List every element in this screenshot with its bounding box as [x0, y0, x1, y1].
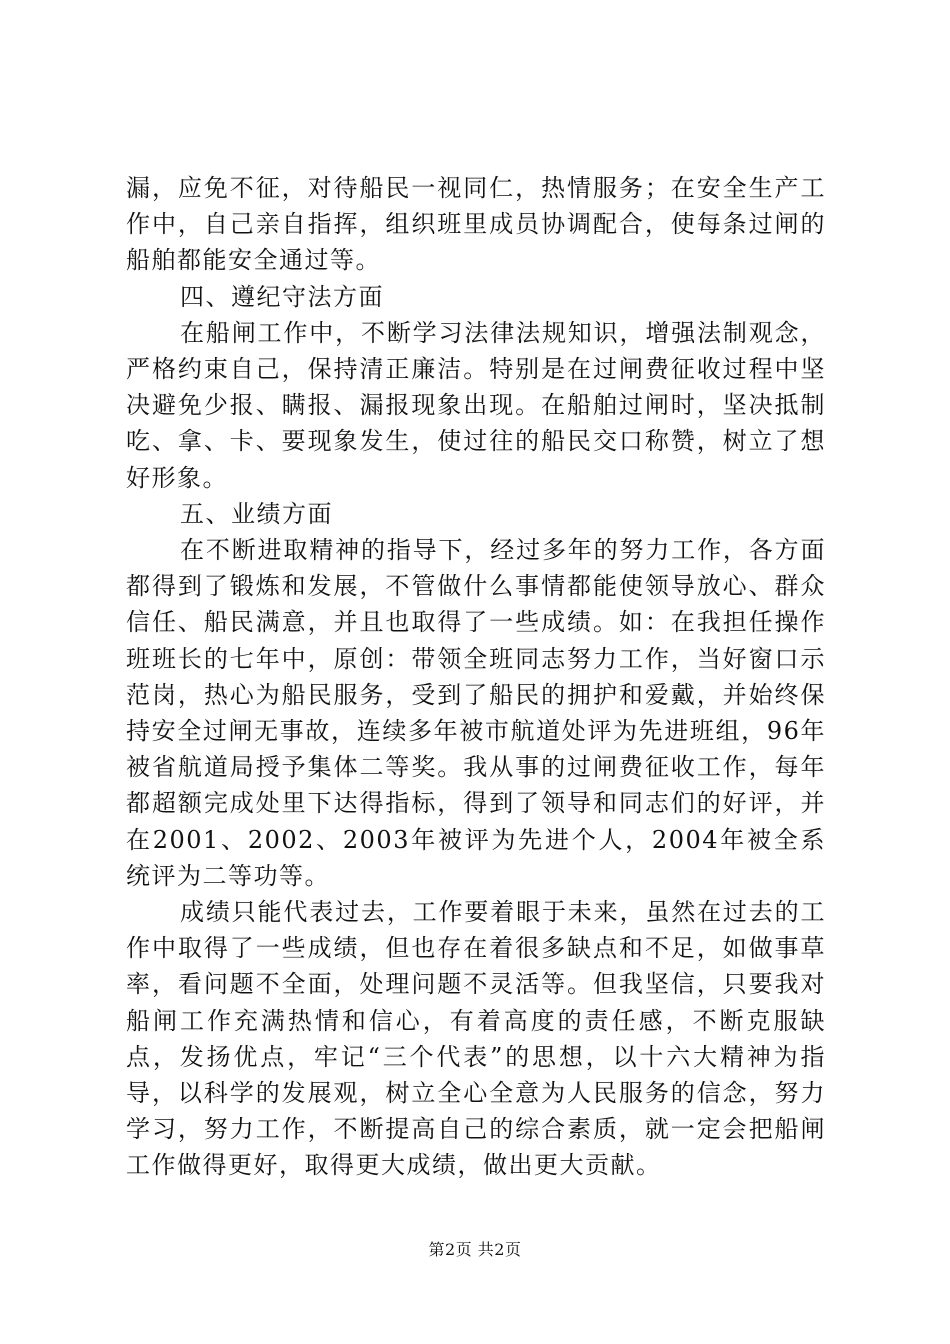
- document-body: [126, 170, 826, 1184]
- section-heading-achievements: 五、业绩方面: [180, 499, 333, 528]
- paragraph-achievements: 在不断进取精神的指导下，经过多年的努力工作，各方面都得到了锻炼和发展，不管做什么事情都能使领导放心、群众信任、船民满意，并且也取得了一些成绩。如：在我担任操作班班长的七年中，原创：带领全班同志努力工作，当好窗口示范岗，热心为船民服务，受到了船民的拥护和爱戴，并始终保持安全过闸无事故，连续多年被市航道处评为先进班组，96年被省航道局授予集体二等奖。我从事的过闸费征收工作，每年都超额完成处里下达得指标，得到了领导和同志们的好评，并在2001、2002、2003年被评为先进个人，2004年被全系统评为二等功等。: [126, 536, 826, 890]
- section-heading-law-compliance: 四、遵纪守法方面: [180, 282, 384, 311]
- paragraph-continuation: 漏，应免不征，对待船民一视同仁，热情服务；在安全生产工作中，自己亲自指挥，组织班里成员协调配合，使每条过闸的船舶都能安全通过等。: [126, 174, 826, 275]
- paragraph-conclusion: 成绩只能代表过去，工作要着眼于未来，虽然在过去的工作中取得了一些成绩，但也存在着很多缺点和不足，如做事草率，看问题不全面，处理问题不灵活等。但我坚信，只要我对船闸工作充满热情和信心，有着高度的责任感，不断克服缺点，发扬优点，牢记“三个代表”的思想，以十六大精神为指导，以科学的发展观，树立全心全意为人民服务的信念，努力学习，努力工作，不断提高自己的综合素质，就一定会把船闸工作做得更好，取得更大成绩，做出更大贡献。: [126, 898, 826, 1180]
- paragraph-law-compliance: 在船闸工作中，不断学习法律法规知识，增强法制观念，严格约束自己，保持清正廉洁。特别是在过闸费征收过程中坚决避免少报、瞒报、漏报现象出现。在船舶过闸时，坚决抵制吃、拿、卡、要现象发生，使过往的船民交口称赞，树立了想好形象。: [126, 318, 826, 492]
- page-number-footer: 第2页 共2页: [428, 1240, 522, 1259]
